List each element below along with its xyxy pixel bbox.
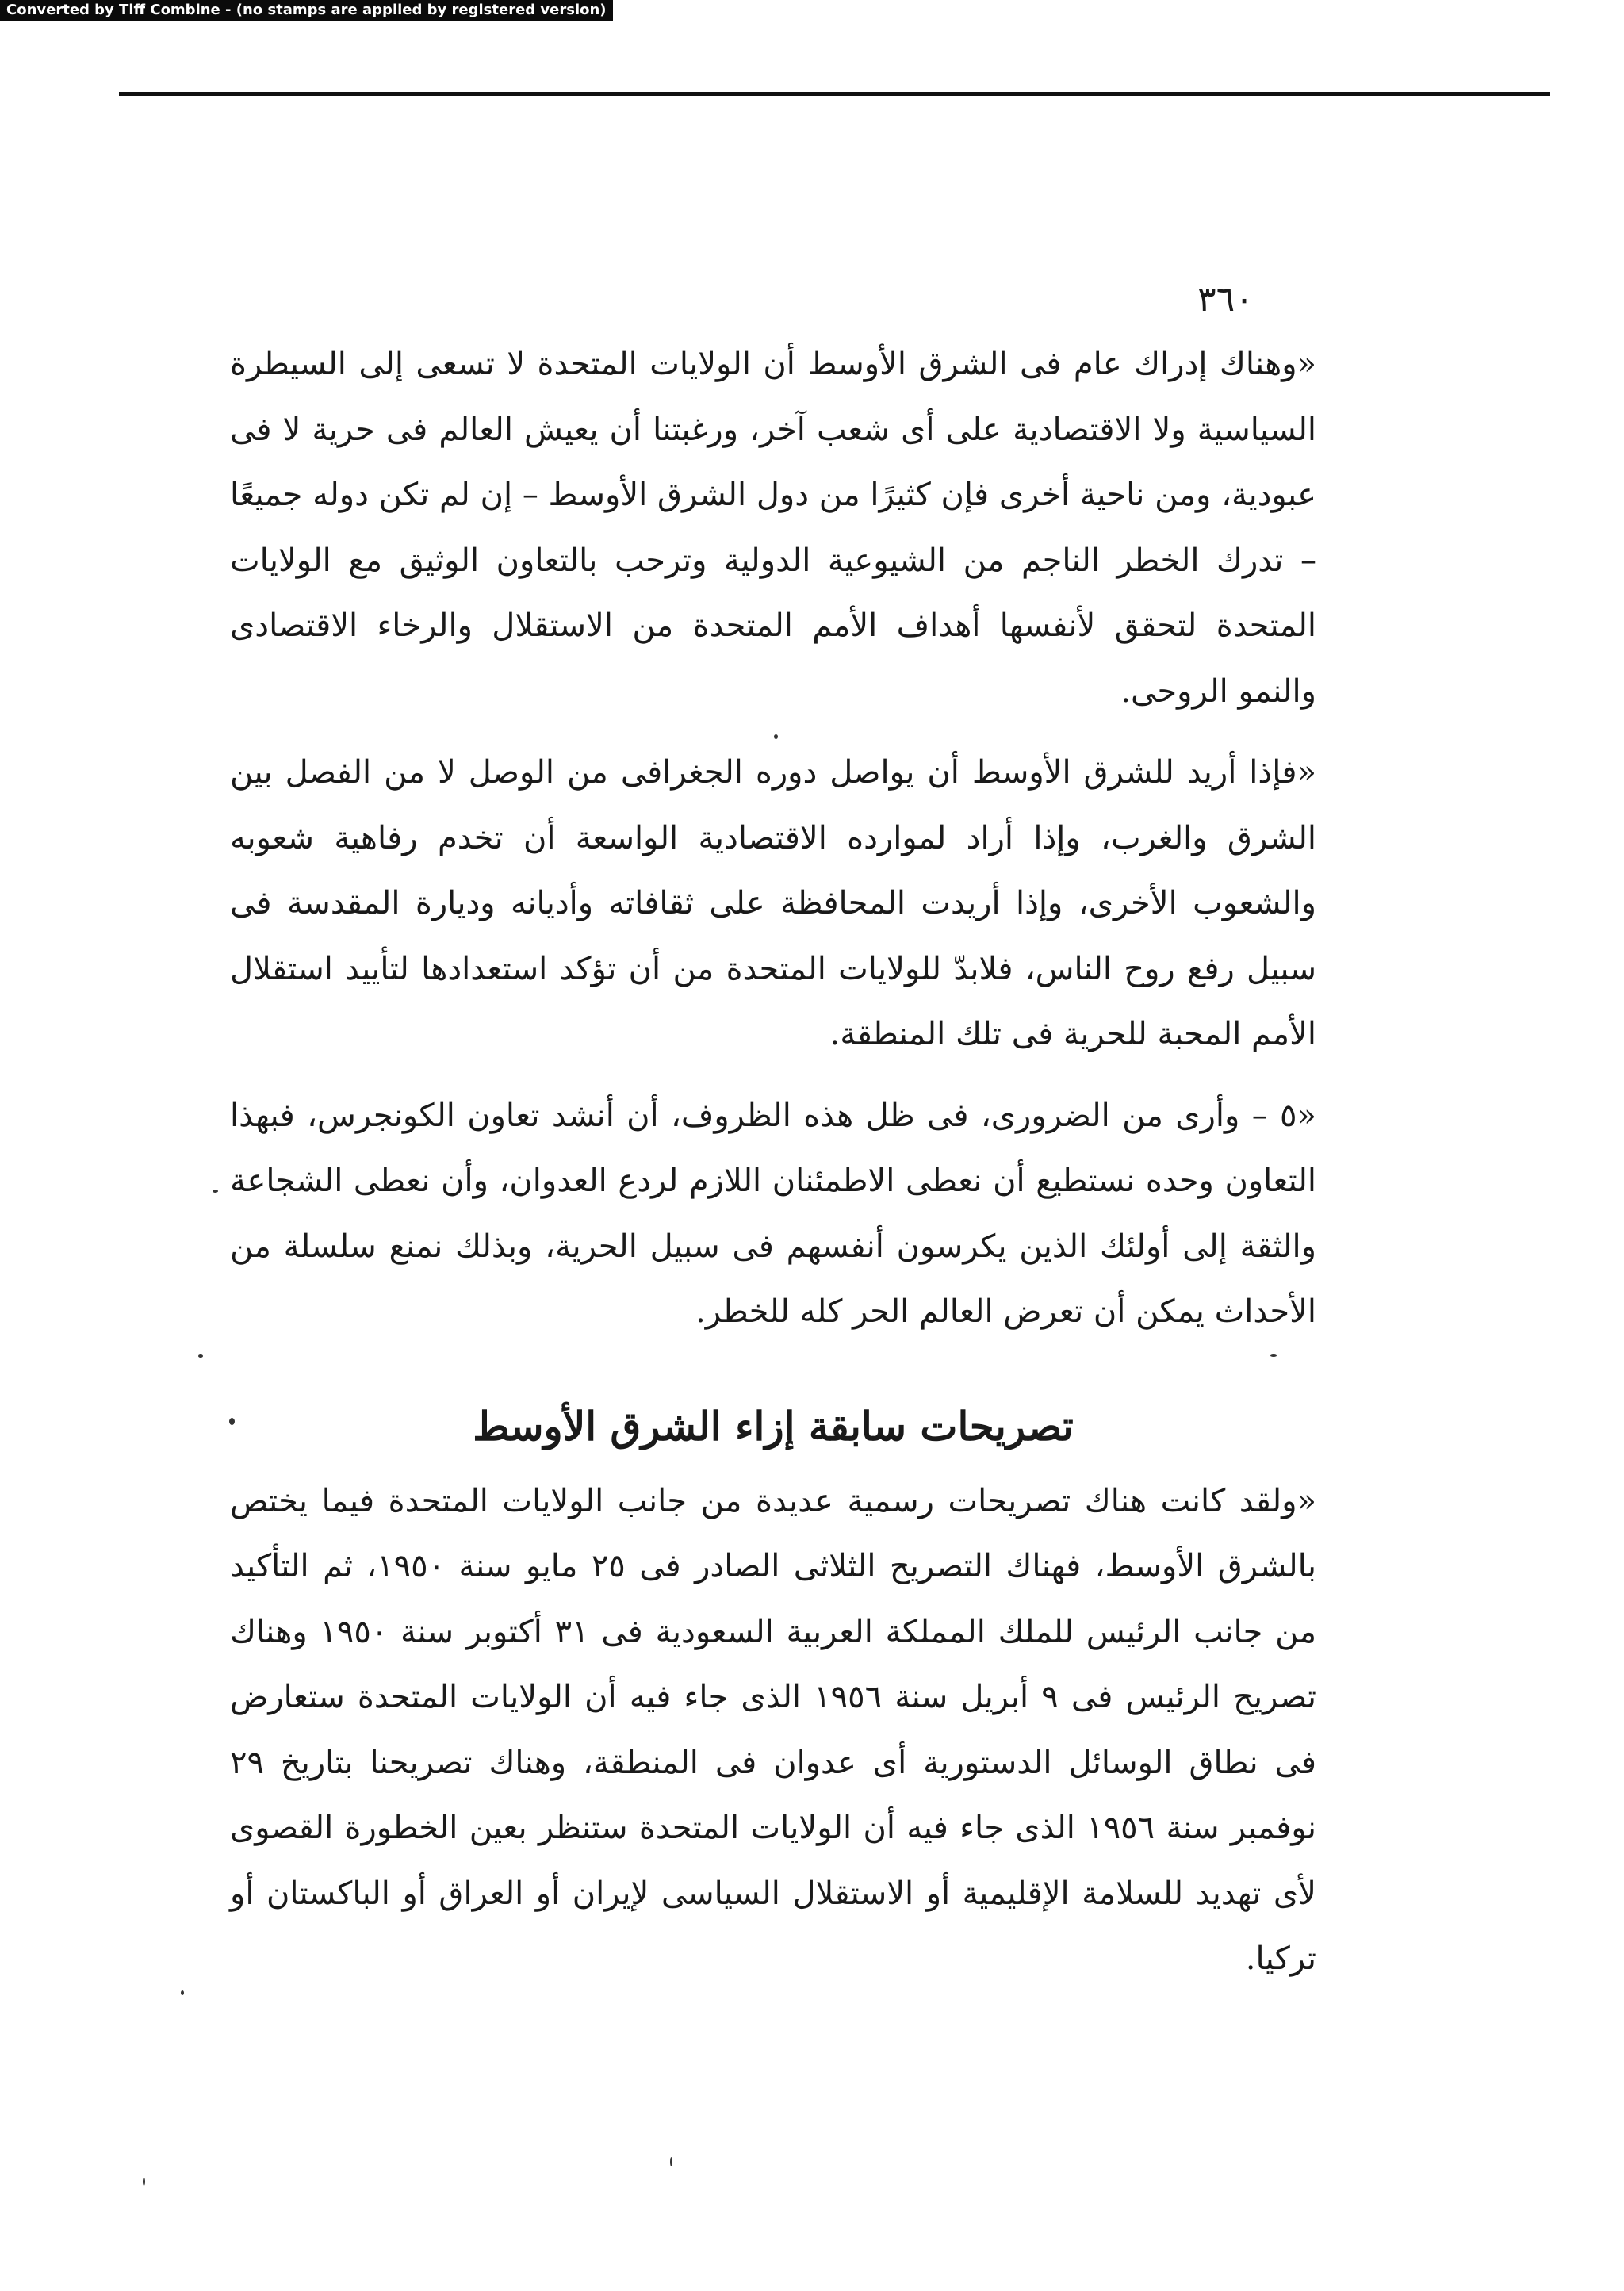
conversion-banner: Converted by Tiff Combine - (no stamps are applied by registered version) — [0, 0, 613, 21]
section-heading: تصريحات سابقة إزاء الشرق الأوسط — [473, 1402, 1074, 1450]
page-number: ٣٦٠ — [1197, 279, 1254, 320]
scan-speck — [198, 1354, 203, 1358]
paragraph-3: «٥ – وأرى من الضرورى، فى ظل هذه الظروف، أن أنشد تعاون الكونجرس، فبهذا التعاون وحده نستطيع أن نعطى الاطمئنان اللازم لردع العدوان، وأن نعطى الشجاعة والثقة إلى أولئك الذين يكرسون أنفسهم فى سبيل الحرية، وبذلك نمنع سلسلة من الأحداث يمكن أن تعرض العالم الحر كله للخطر. — [230, 1097, 1316, 1330]
scan-speck — [670, 2157, 672, 2166]
scan-speck — [774, 734, 778, 739]
scan-speck — [229, 1418, 235, 1425]
paragraph-2: «فإذا أريد للشرق الأوسط أن يواصل دوره الجغرافى من الوصل لا من الفصل بين الشرق والغرب، وإذا أراد لموارده الاقتصادية الواسعة أن تخدم رفاهية شعوبه والشعوب الأخرى، وإذا أريدت المحافظة على ثقافاته وأديانه وديارة المقدسة فى سبيل رفع روح الناس، فلابدّ للولايات المتحدة من أن تؤكد استعدادها لتأييد استقلال الأمم المحبة للحرية فى تلك المنطقة. — [230, 754, 1316, 1052]
section-paragraph: «ولقد كانت هناك تصريحات رسمية عديدة من جانب الولايات المتحدة فيما يختص بالشرق الأوسط، فهناك التصريح الثلاثى الصادر فى ٢٥ مايو سنة ١٩٥٠، ثم التأكيد من جانب الرئيس للملك المملكة العربية السعودية فى ٣١ أكتوبر سنة ١٩٥٠ وهناك تصريح الرئيس فى ٩ أبريل سنة ١٩٥٦ الذى جاء فيه أن الولايات المتحدة ستعارض فى نطاق الوسائل الدستورية أى عدوان فى المنطقة، وهناك تصريحنا بتاريخ ٢٩ نوفمبر سنة ١٩٥٦ الذى جاء فيه أن الولايات المتحدة ستنظر بعين الخطورة القصوى لأى تهديد للسلامة الإقليمية أو الاستقلال السياسى لإيران أو العراق أو الباكستان أو تركيا. — [230, 1482, 1317, 1977]
scan-speck — [1270, 1354, 1277, 1357]
document-body — [230, 331, 1316, 2008]
scan-speck — [213, 1190, 218, 1193]
scan-speck — [143, 2178, 145, 2186]
paragraph-1: «وهناك إدراك عام فى الشرق الأوسط أن الولايات المتحدة لا تسعى إلى السيطرة السياسية ولا الاقتصادية على أى شعب آخر، ورغبتنا أن يعيش العالم فى حرية لا فى عبودية، ومن ناحية أخرى فإن كثيرًا من دول الشرق الأوسط – إن لم تكن دوله جميعًا – تدرك الخطر الناجم من الشيوعية الدولية وترحب بالتعاون الوثيق مع الولايات المتحدة لتحقق لأنفسها أهداف الأمم المتحدة من الاستقلال والرخاء الاقتصادى والنمو الروحى. — [230, 346, 1316, 710]
scan-speck — [181, 1990, 184, 1995]
header-rule — [119, 92, 1550, 96]
